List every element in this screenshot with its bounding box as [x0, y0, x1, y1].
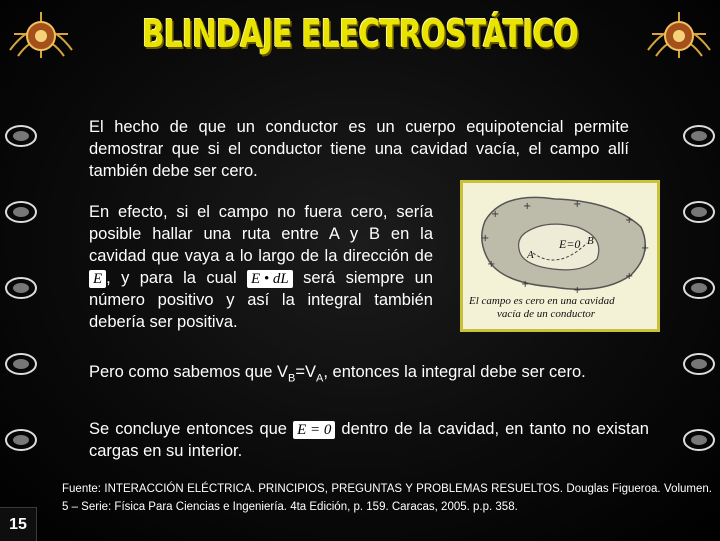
slide-title: BLINDAJE ELECTROSTÁTICO	[142, 12, 578, 56]
rosette-icon	[682, 276, 716, 300]
rosette-icon	[682, 124, 716, 148]
field-zero-label: E=0	[559, 237, 581, 251]
emblem-icon	[4, 6, 78, 64]
rosette-icon	[4, 276, 38, 300]
svg-text:+: +	[625, 215, 634, 226]
rosette-icon	[4, 352, 38, 376]
svg-text:+: +	[491, 209, 500, 220]
rosette-icon	[682, 352, 716, 376]
svg-text:+: +	[641, 243, 650, 254]
point-a-label: A	[527, 249, 534, 261]
svg-text:+: +	[523, 201, 532, 212]
svg-text:+: +	[573, 285, 582, 296]
point-b-label: B	[587, 235, 594, 247]
svg-text:+: +	[487, 259, 496, 270]
paragraph-argument	[89, 201, 433, 333]
svg-text:+: +	[573, 199, 582, 210]
paragraph-argument-text-2: , y para la cual	[106, 269, 237, 287]
paragraph-conclusion-text-2: dentro de la cavidad, en tanto no existan cargas en su interior.	[89, 420, 649, 460]
paragraph-conclusion-text-1: Se concluye entonces que	[89, 420, 287, 438]
paragraph-argument-text-3: será siempre un número positivo y así la integral también debería ser positiva.	[89, 269, 433, 331]
subscript-b: B	[288, 372, 296, 385]
paragraph-potential	[89, 361, 649, 389]
svg-text:+: +	[521, 279, 530, 290]
paragraph-intro: El hecho de que un conductor es un cuerpo equipotencial permite demostrar que si el conductor tiene una cavidad vacía, el campo allí también debe ser cero.	[89, 118, 629, 180]
page-number: 15	[0, 507, 37, 541]
rosette-icon	[682, 200, 716, 224]
svg-text:+: +	[481, 233, 490, 244]
source-footer: Fuente: INTERACCIÓN ELÉCTRICA. PRINCIPIOS, PREGUNTAS Y PROBLEMAS RESUELTOS. Douglas Figueroa. Volumen. 5 – Serie: Física Para Ciencias e Ingeniería. 4ta Edición, p. 159. Caracas, 2005. p.p. 358.	[62, 483, 712, 513]
figure-caption-line1: El campo es cero en una cavidad	[469, 295, 615, 307]
emblem-icon	[642, 6, 716, 64]
figure-caption-line2: vacía de un conductor	[497, 308, 596, 320]
cavity-figure	[460, 180, 660, 332]
rosette-icon	[682, 428, 716, 452]
rosette-icon	[4, 428, 38, 452]
svg-text:+: +	[625, 271, 634, 282]
paragraph-conclusion	[89, 418, 649, 462]
paragraph-argument-text-1: En efecto, si el campo no fuera cero, sería posible hallar una ruta entre A y B en la cavidad que vaya a lo largo de la dirección de	[89, 203, 433, 265]
vector-e-equation: E	[89, 270, 106, 288]
dot-product-equation: E • dL	[247, 270, 293, 288]
paragraph-potential-text-2: =V	[295, 363, 317, 381]
paragraph-potential-text-1: Pero como sabemos que V	[89, 363, 289, 381]
rosette-icon	[4, 124, 38, 148]
paragraph-potential-text-3: , entonces la integral debe ser cero.	[323, 363, 586, 381]
subscript-a: A	[316, 372, 324, 385]
rosette-icon	[4, 200, 38, 224]
e-equals-zero-equation: E = 0	[293, 421, 335, 439]
